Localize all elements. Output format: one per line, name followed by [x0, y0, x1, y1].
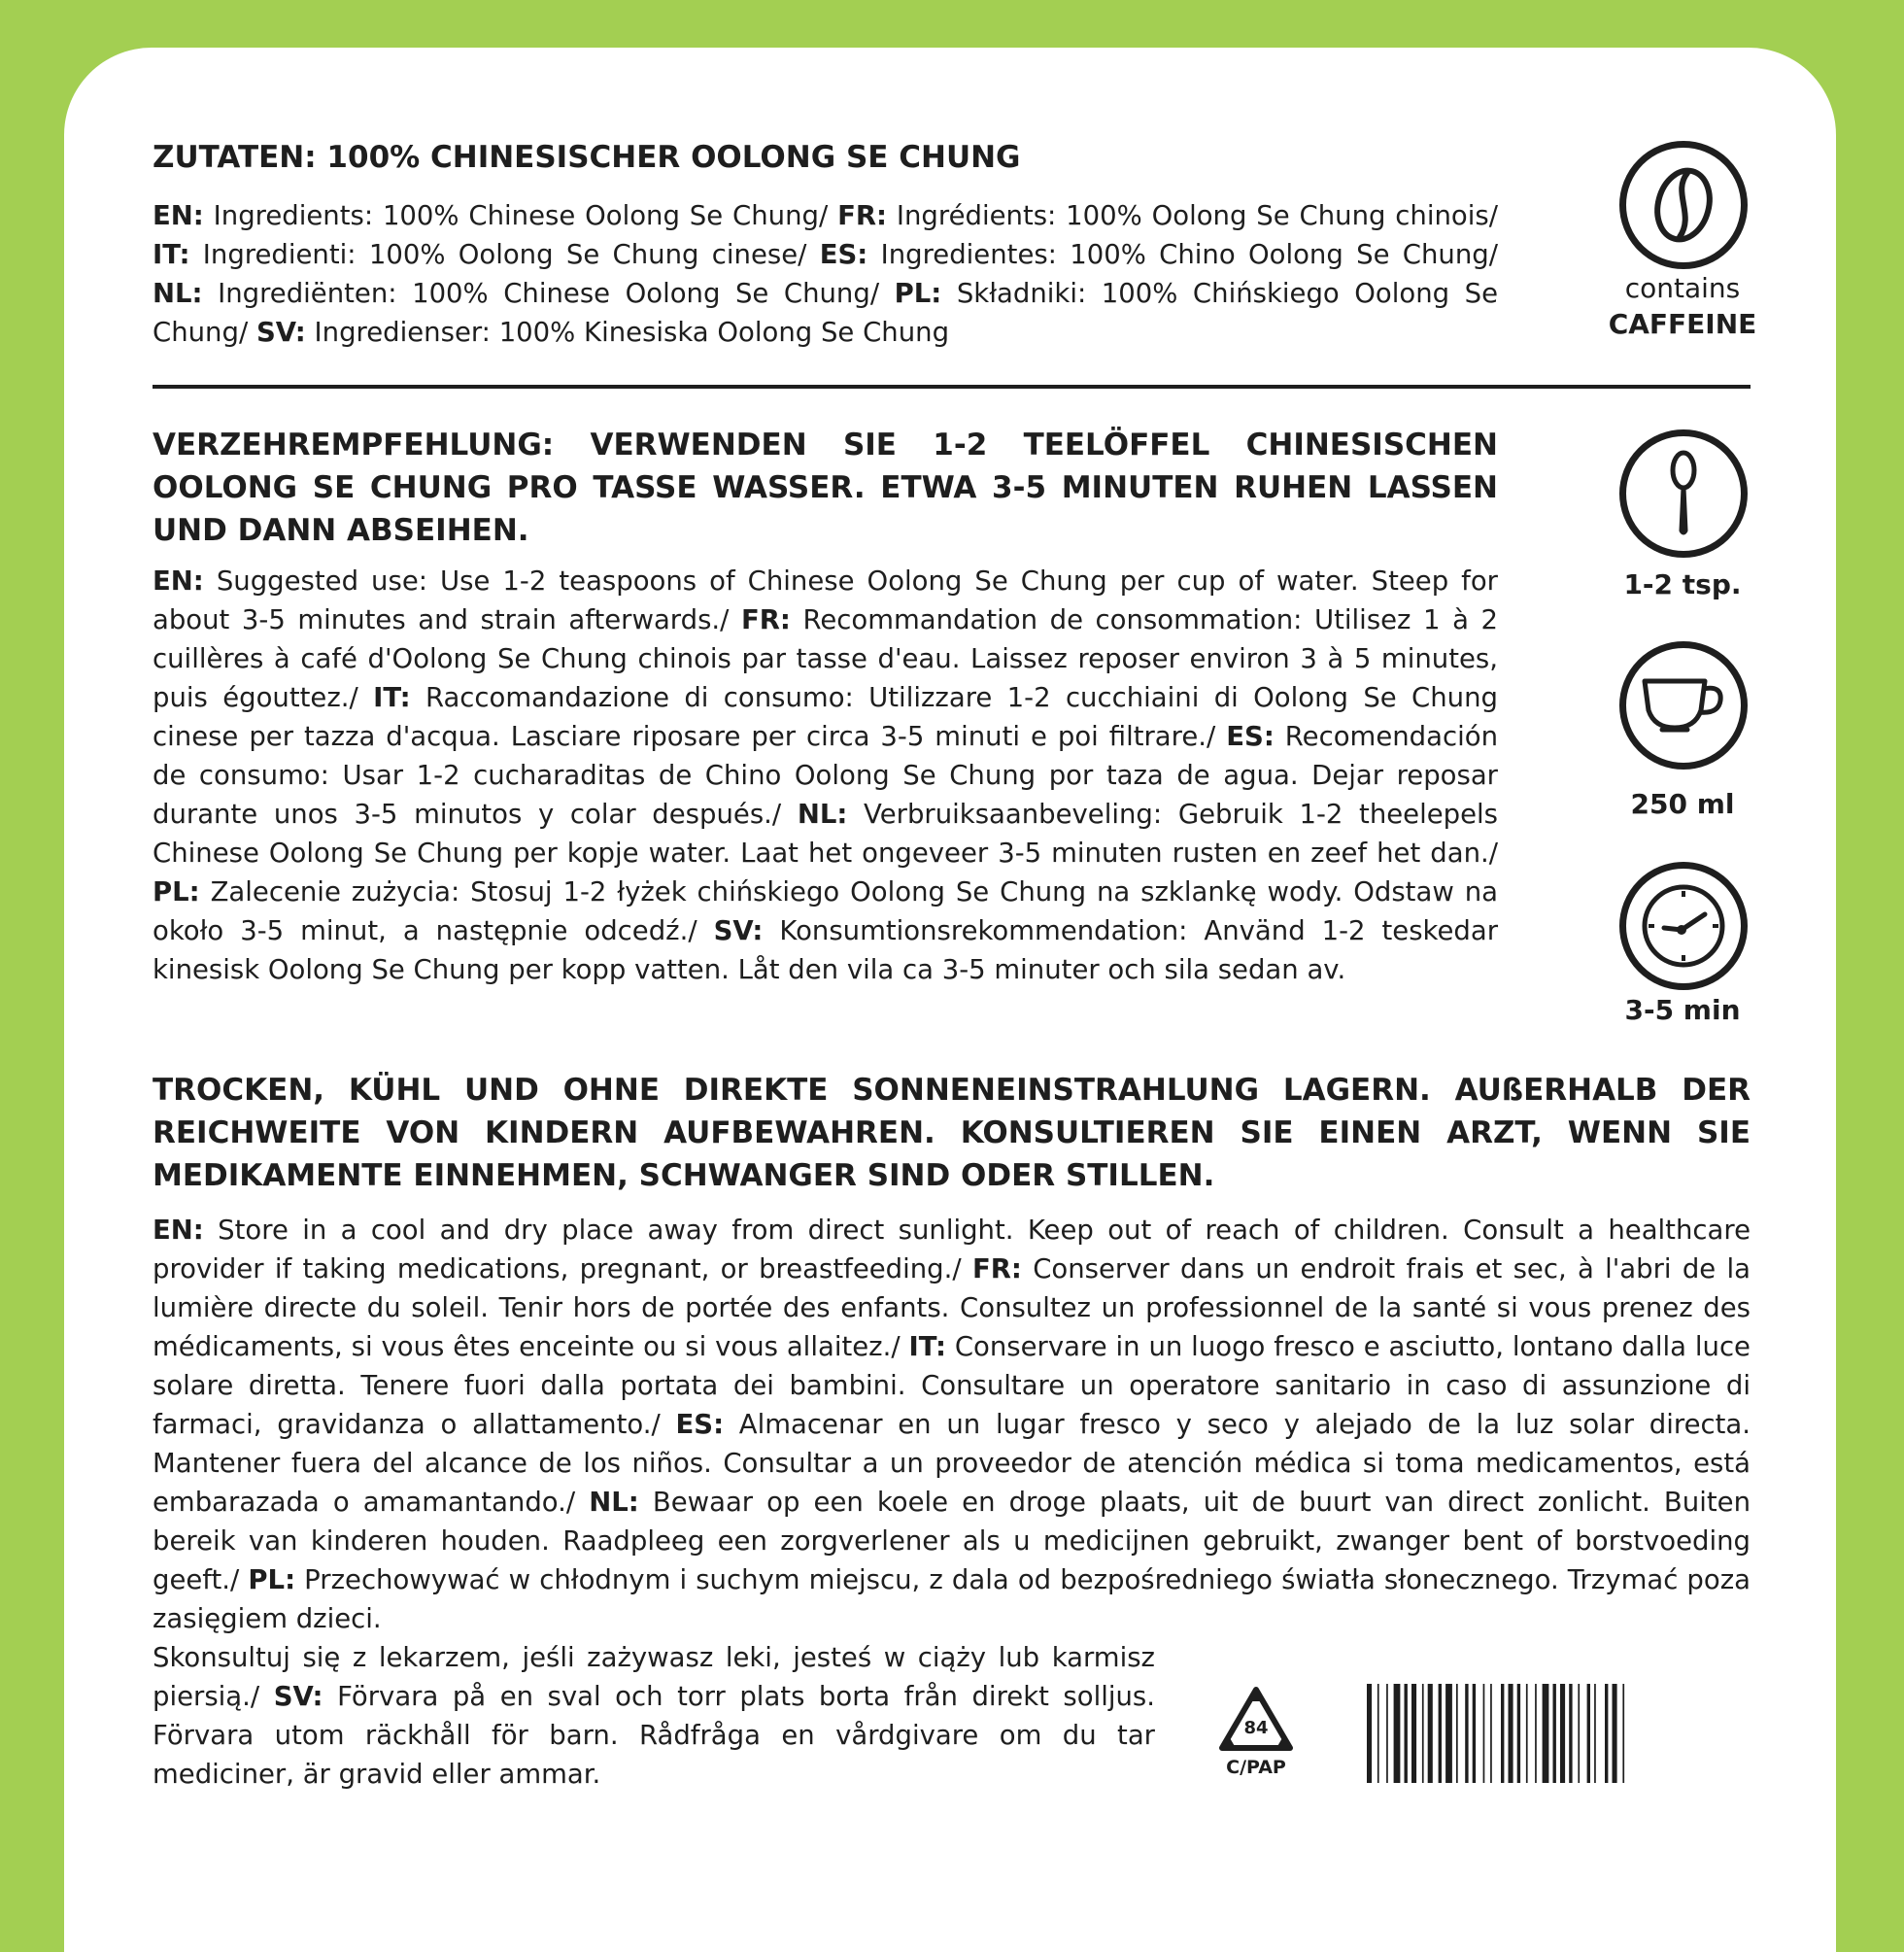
barcode-bar	[1490, 1684, 1492, 1783]
language-code: PL:	[153, 876, 200, 908]
barcode-bar	[1578, 1684, 1580, 1783]
barcode-bar	[1517, 1684, 1520, 1783]
cup-label: 250 ml	[1630, 788, 1735, 820]
language-code: SV:	[713, 915, 764, 946]
barcode-bar	[1605, 1684, 1608, 1783]
barcode-bar	[1394, 1684, 1401, 1783]
language-code: NL:	[797, 799, 848, 830]
language-code: ES:	[1226, 721, 1275, 752]
language-text: Konsumtionsrekommendation: Använd 1-2 teskedar kinesisk Oolong Se Chung per kopp vatten. Låt den vila ca 3-5 minuter och sila sedan av.	[153, 915, 1498, 985]
language-code: SV:	[273, 1681, 323, 1712]
language-code: FR:	[740, 604, 791, 635]
caffeine-line1: contains	[1624, 272, 1741, 304]
language-text: Składniki: 100% Chińskiego Oolong Se Chung/	[153, 278, 1498, 348]
storage-text-wide	[153, 1211, 1751, 1638]
cup-icon	[1619, 641, 1748, 770]
language-text: Zalecenie zużycia: Stosuj 1-2 łyżek chińskiego Oolong Se Chung na szklankę wody. Odstaw na około 3-5 minut, a następnie odcedź./	[153, 876, 1498, 946]
language-code: FR:	[837, 200, 888, 231]
language-code: NL:	[589, 1487, 639, 1518]
barcode-bar	[1483, 1684, 1485, 1783]
barcode-bar	[1439, 1684, 1442, 1783]
barcode-bar	[1622, 1684, 1624, 1783]
barcode-bar	[1428, 1684, 1433, 1783]
barcode-bar	[1456, 1684, 1458, 1783]
barcode	[1367, 1684, 1749, 1783]
ingredients-text	[153, 196, 1498, 352]
language-code: PL:	[248, 1564, 296, 1595]
barcode-bar	[1560, 1684, 1565, 1783]
barcode-bar	[1509, 1684, 1513, 1783]
language-code: PL:	[894, 278, 942, 309]
usage-text	[153, 562, 1498, 989]
language-code: ES:	[675, 1409, 725, 1440]
spoon-icon	[1619, 429, 1748, 558]
section-divider	[153, 385, 1751, 389]
clock-icon	[1619, 862, 1748, 990]
language-code: FR:	[971, 1253, 1022, 1284]
language-text: Förvara på en sval och torr plats borta från direkt solljus. Förvara utom räckhåll för barn. Rådfråga en vårdgivare om du tar mediciner, är gravid eller ammar.	[153, 1681, 1155, 1790]
barcode-bar	[1465, 1684, 1468, 1783]
language-code: NL:	[153, 278, 203, 309]
barcode-bar	[1501, 1684, 1504, 1783]
language-code: IT:	[908, 1331, 946, 1362]
usage-heading: VERZEHREMPFEHLUNG: VERWENDEN SIE 1-2 TEELÖFFEL CHINESISCHEN OOLONG SE CHUNG PRO TASSE WASSER. ETWA 3-5 MINUTEN RUHEN LASSEN UND DANN ABSEIHEN.	[153, 428, 1498, 548]
barcode-bar	[1367, 1684, 1372, 1783]
language-code: IT:	[153, 239, 190, 270]
barcode-bar	[1553, 1684, 1556, 1783]
language-text: Almacenar en un lugar fresco y seco y alejado de la luz solar directa. Mantener fuera del alcance de los niños. Consultar a un proveedor de atención médica si toma medicamentos, está embarazada o amamantando./	[153, 1409, 1751, 1518]
barcode-bar	[1535, 1684, 1537, 1783]
language-text: Verbruiksaanbeveling: Gebruik 1-2 theelepels Chinese Oolong Se Chung per kopje water. Laat het ongeveer 3-5 minuten rusten en zeef het dan./	[153, 799, 1498, 869]
language-text: Skonsultuj się z lekarzem, jeśli zażywasz leki, jesteś w ciąży lub karmisz piersią./	[153, 1642, 1155, 1712]
language-text: Ingredienti: 100% Oolong Se Chung cinese/	[189, 239, 820, 270]
language-text: Recomendación de consumo: Usar 1-2 cucharaditas de Chino Oolong Se Chung por taza de agua. Dejar reposar durante unos 3-5 minutos y colar después./	[153, 721, 1499, 830]
barcode-bar	[1613, 1684, 1617, 1783]
barcode-bar	[1569, 1684, 1572, 1783]
language-text: Ingredients: 100% Chinese Oolong Se Chung/	[203, 200, 838, 231]
language-text: Suggested use: Use 1-2 teaspoons of Chinese Oolong Se Chung per cup of water. Steep for about 3-5 minutes and strain afterwards./	[153, 565, 1498, 635]
language-text: Conservare in un luogo fresco e asciutto, lontano dalla luce solare diretta. Tenere fuori dalla portata dei bambini. Consultare un operatore sanitario in caso di assunzione di farmaci, gravidanza o allattamento./	[153, 1331, 1751, 1440]
language-text: Przechowywać w chłodnym i suchym miejscu, z dala od bezpośredniego światła słonecznego. Trzymać poza zasięgiem dzieci.	[153, 1564, 1751, 1634]
barcode-bar	[1594, 1684, 1596, 1783]
language-code: EN:	[153, 1215, 204, 1246]
language-code: ES:	[819, 239, 868, 270]
recycling-number: 84	[1243, 1718, 1269, 1738]
barcode-bar	[1377, 1684, 1379, 1783]
barcode-bar	[1526, 1684, 1528, 1783]
ingredients-heading: ZUTATEN: 100% CHINESISCHER OOLONG SE CHUNG	[153, 140, 1021, 175]
barcode-bar	[1445, 1684, 1452, 1783]
clock-label: 3-5 min	[1624, 994, 1741, 1026]
caffeine-line2: CAFFEINE	[1608, 308, 1757, 340]
language-text: Store in a cool and dry place away from direct sunlight. Keep out of reach of children. Consult a healthcare provider if taking medications, pregnant, or breastfeeding./	[153, 1215, 1751, 1284]
language-text: Ingrediënten: 100% Chinese Oolong Se Chung/	[202, 278, 895, 309]
language-text: Ingredientes: 100% Chino Oolong Se Chung/	[867, 239, 1498, 270]
language-text: Bewaar op een koele en droge plaats, uit de buurt van direct zonlicht. Buiten bereik van kinderen houden. Raadpleeg een zorgverlener als u medicijnen gebruikt, zwanger bent of borstvoeding geeft./	[153, 1487, 1751, 1595]
storage-heading: TROCKEN, KÜHL UND OHNE DIREKTE SONNENEINSTRAHLUNG LAGERN. AUßERHALB DER REICHWEITE VON KINDERN AUFBEWAHREN. KONSULTIEREN SIE EINEN ARZT, WENN SIE MEDIKAMENTE EINNEHMEN, SCHWANGER SIND ODER STILLEN.	[153, 1073, 1751, 1193]
storage-text-narrow	[153, 1638, 1155, 1794]
barcode-bar	[1587, 1684, 1590, 1783]
barcode-bar	[1422, 1684, 1424, 1783]
language-text: Ingrédients: 100% Oolong Se Chung chinois/	[887, 200, 1498, 231]
language-code: EN:	[153, 200, 204, 231]
language-text: Ingredienser: 100% Kinesiska Oolong Se Chung	[305, 317, 950, 348]
barcode-bar	[1386, 1684, 1388, 1783]
barcode-bar	[1473, 1684, 1476, 1783]
language-code: SV:	[255, 317, 306, 348]
recycling-code: C/PAP	[1226, 1757, 1286, 1778]
language-text: Conserver dans un endroit frais et sec, à l'abri de la lumière directe du soleil. Tenir hors de portée des enfants. Consultez un professionnel de la santé si vous prenez des médicaments, si vous êtes enceinte ou si vous allaitez./	[153, 1253, 1751, 1362]
language-code: EN:	[153, 565, 204, 597]
barcode-bar	[1405, 1684, 1408, 1783]
barcode-bar	[1411, 1684, 1416, 1783]
language-text: Recommandation de consommation: Utilisez 1 à 2 cuillères à café d'Oolong Se Chung chinois par tasse d'eau. Laissez reposer environ 3 à 5 minutes, puis égouttez./	[153, 604, 1498, 713]
language-text: Raccomandazione di consumo: Utilizzare 1-2 cucchiaini di Oolong Se Chung cinese per tazza d'acqua. Lasciare riposare per circa 3-5 minuti e poi filtrare./	[153, 682, 1498, 752]
spoon-label: 1-2 tsp.	[1623, 568, 1742, 600]
barcode-bar	[1543, 1684, 1549, 1783]
coffee-bean-icon	[1619, 141, 1748, 269]
language-code: IT:	[373, 682, 411, 713]
